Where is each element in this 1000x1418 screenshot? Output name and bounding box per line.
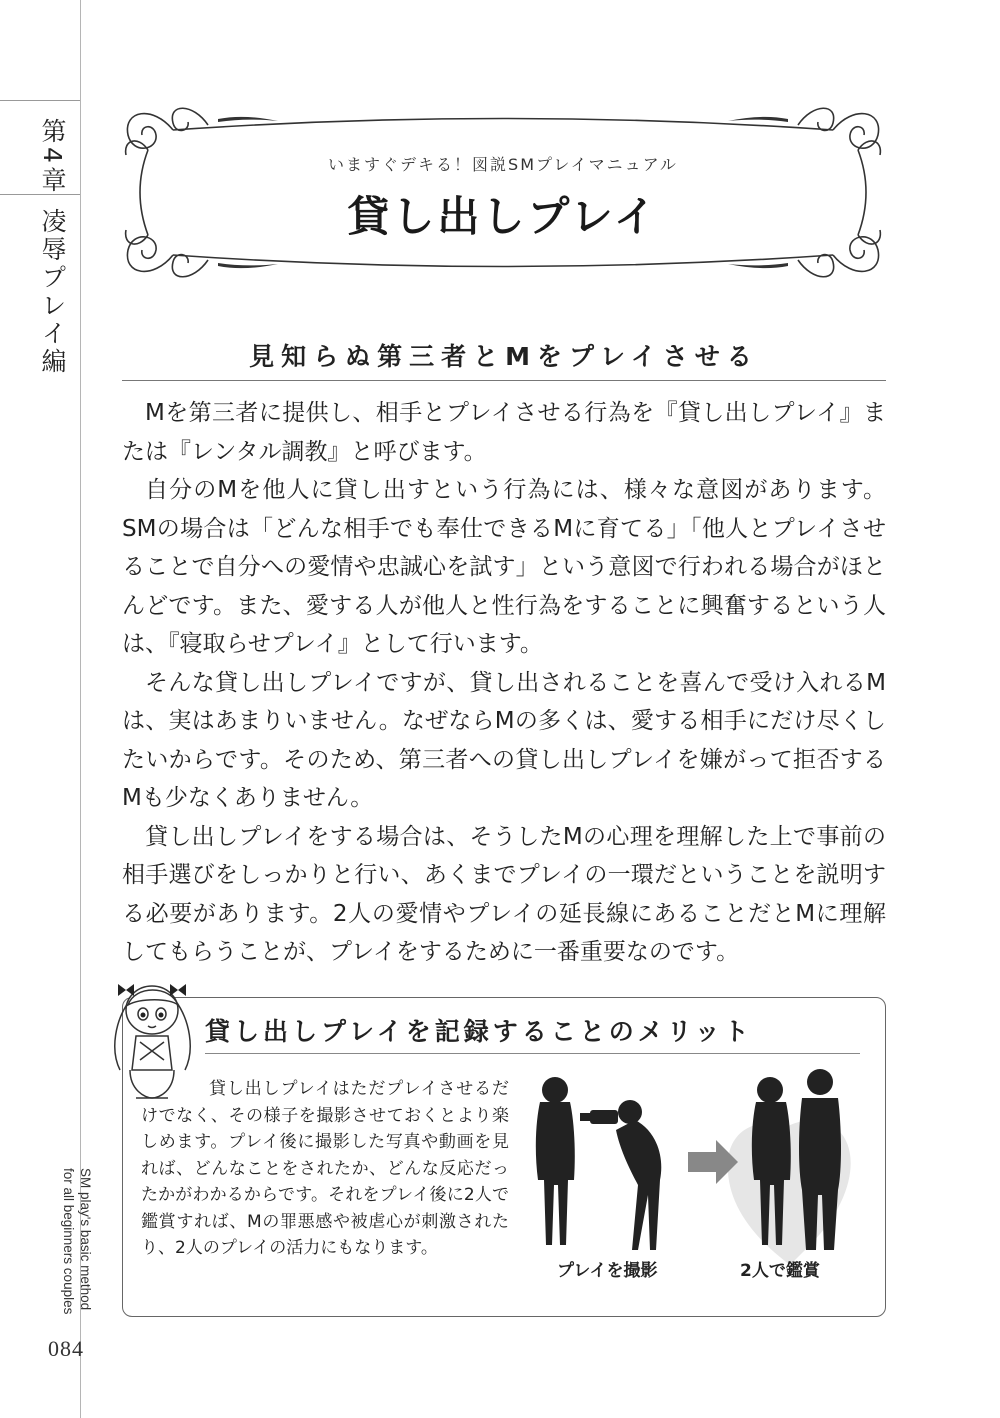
english-tagline	[44, 1168, 94, 1318]
caption-photographing: プレイを撮影	[557, 1261, 658, 1281]
section-subheading: 見知らぬ第三者とMをプレイさせる	[249, 342, 759, 371]
page-title: 貸し出しプレイ	[347, 192, 659, 241]
caption-viewing: 2人で鑑賞	[740, 1261, 820, 1281]
series-title: いますぐデキる！図説SMプレイマニュアル	[328, 155, 678, 174]
subheading-rule	[122, 380, 886, 381]
body-text	[122, 394, 886, 972]
column-paragraph: 貸し出しプレイはただプレイさせるだけでなく、その様子を撮影させておくとより楽しめます。プレイ後に撮影した写真や動画を見れば、どんなことをされたか、どんな反応だったかがわかるからです。それをプレイ後に2人で鑑賞すれば、Mの罪悪感や被虐心が刺激されたり、2人のプレイの活力にもなります。	[141, 1079, 509, 1258]
paragraph: 自分のMを他人に貸し出すという行為には、様々な意図があります。SMの場合は「どんな相手でも奉仕できるMに育てる」「他人とプレイさせることで自分への愛情や忠誠心を試す」という意図で行われる場合がほとんどです。また、愛する人が他人と性行為をすることに興奮するという人は、『寝取らせプレイ』として行います。	[122, 477, 886, 657]
column-title-rule	[205, 1053, 860, 1054]
column-title: 貸し出しプレイを記録することのメリット	[205, 1017, 753, 1046]
paragraph: そんな貸し出しプレイですが、貸し出されることを喜んで受け入れるMは、実はあまりいません。なぜならMの多くは、愛する相手にだけ尽くしたいからです。そのため、第三者への貸し出しプレイを嫌がって拒否するMも少なくありません。	[122, 669, 886, 811]
mascot-illustration	[100, 970, 205, 1110]
paragraph: 貸し出しプレイをする場合は、そうしたMの心理を理解した上で事前の相手選びをしっかりと行い、あくまでプレイの一環だということを説明する必要があります。2人の愛情やプレイの延長線にあることだとMに理解してもらうことが、プレイをするために一番重要なのです。	[122, 823, 886, 965]
english-tagline-line2: for all beginners couples	[61, 1168, 76, 1315]
section-label: 凌辱プレイ編	[38, 208, 67, 376]
page-number: 084	[48, 1336, 84, 1361]
english-tagline-line1: SM play's basic method	[78, 1168, 93, 1311]
paragraph: Mを第三者に提供し、相手とプレイさせる行為を『貸し出しプレイ』または『レンタル調教』と呼びます。	[122, 400, 886, 465]
silhouette-illustration	[520, 1060, 870, 1275]
chapter-label: 第4章	[38, 118, 67, 196]
